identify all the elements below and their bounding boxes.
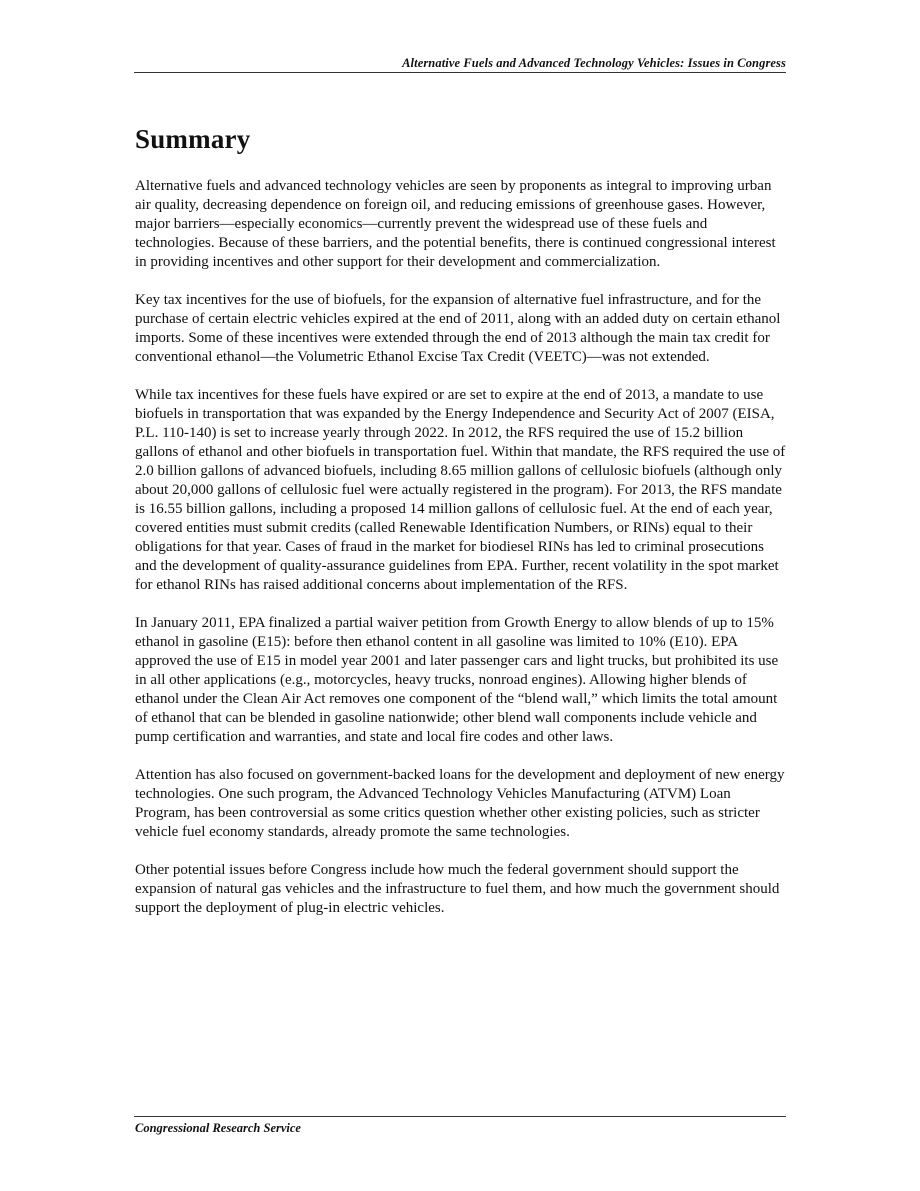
header-rule [134,72,786,73]
running-header: Alternative Fuels and Advanced Technology Vehicles: Issues in Congress [402,56,786,70]
footer-rule [134,1116,786,1117]
summary-paragraph-2: Key tax incentives for the use of biofuels, for the expansion of alternative fuel infrastructure, and for the purchase of certain electric vehicles expired at the end of 2011, along with an added duty on certain ethanol imports. Some of these incentives were extended through the end of 2013 although the main tax credit for conventional ethanol—the Volumetric Ethanol Excise Tax Credit (VEETC)—was not extended. [135,292,781,365]
page-title: Summary [135,124,251,154]
summary-body [135,177,787,937]
summary-paragraph-3: While tax incentives for these fuels have expired or are set to expire at the end of 2013, a mandate to use biofuels in transportation that was expanded by the Energy Independence and Security Act of 2007 (EISA, P.L. 110-140) is set to increase yearly through 2022. In 2012, the RFS required the use of 15.2 billion gallons of ethanol and other biofuels in transportation fuel. Within that mandate, the RFS required the use of 2.0 billion gallons of advanced biofuels, including 8.65 million gallons of cellulosic biofuels (although only about 20,000 gallons of cellulosic fuel were actually registered in the program). For 2013, the RFS mandate is 16.55 billion gallons, including a proposed 14 million gallons of cellulosic fuel. At the end of each year, covered entities must submit credits (called Renewable Identification Numbers, or RINs) equal to their obligations for that year. Cases of fraud in the market for biodiesel RINs has led to criminal prosecutions and the development of quality-assurance guidelines from EPA. Further, recent volatility in the spot market for ethanol RINs has raised additional concerns about implementation of the RFS. [135,387,786,593]
summary-paragraph-1: Alternative fuels and advanced technology vehicles are seen by proponents as integral to improving urban air quality, decreasing dependence on foreign oil, and reducing emissions of greenhouse gases. However, major barriers—especially economics—currently prevent the widespread use of these fuels and technologies. Because of these barriers, and the potential benefits, there is continued congressional interest in providing incentives and other support for their development and commercialization. [135,178,776,270]
summary-paragraph-6: Other potential issues before Congress include how much the federal government should support the expansion of natural gas vehicles and the infrastructure to fuel them, and how much the government should support the deployment of plug-in electric vehicles. [135,862,780,916]
summary-paragraph-5: Attention has also focused on government-backed loans for the development and deployment of new energy technologies. One such program, the Advanced Technology Vehicles Manufacturing (ATVM) Loan Program, has been controversial as some critics question whether other existing policies, such as stricter vehicle fuel economy standards, already promote the same technologies. [135,767,785,840]
summary-paragraph-4: In January 2011, EPA finalized a partial waiver petition from Growth Energy to allow blends of up to 15% ethanol in gasoline (E15): before then ethanol content in all gasoline was limited to 10% (E10). EPA approved the use of E15 in model year 2001 and later passenger cars and light trucks, but prohibited its use in all other applications (e.g., motorcycles, heavy trucks, nonroad engines). Allowing higher blends of ethanol under the Clean Air Act removes one component of the “blend wall,” which limits the total amount of ethanol that can be blended in gasoline nationwide; other blend wall components include vehicle and pump certification and warranties, and state and local fire codes and other laws. [135,615,779,745]
footer-organization: Congressional Research Service [135,1121,301,1135]
